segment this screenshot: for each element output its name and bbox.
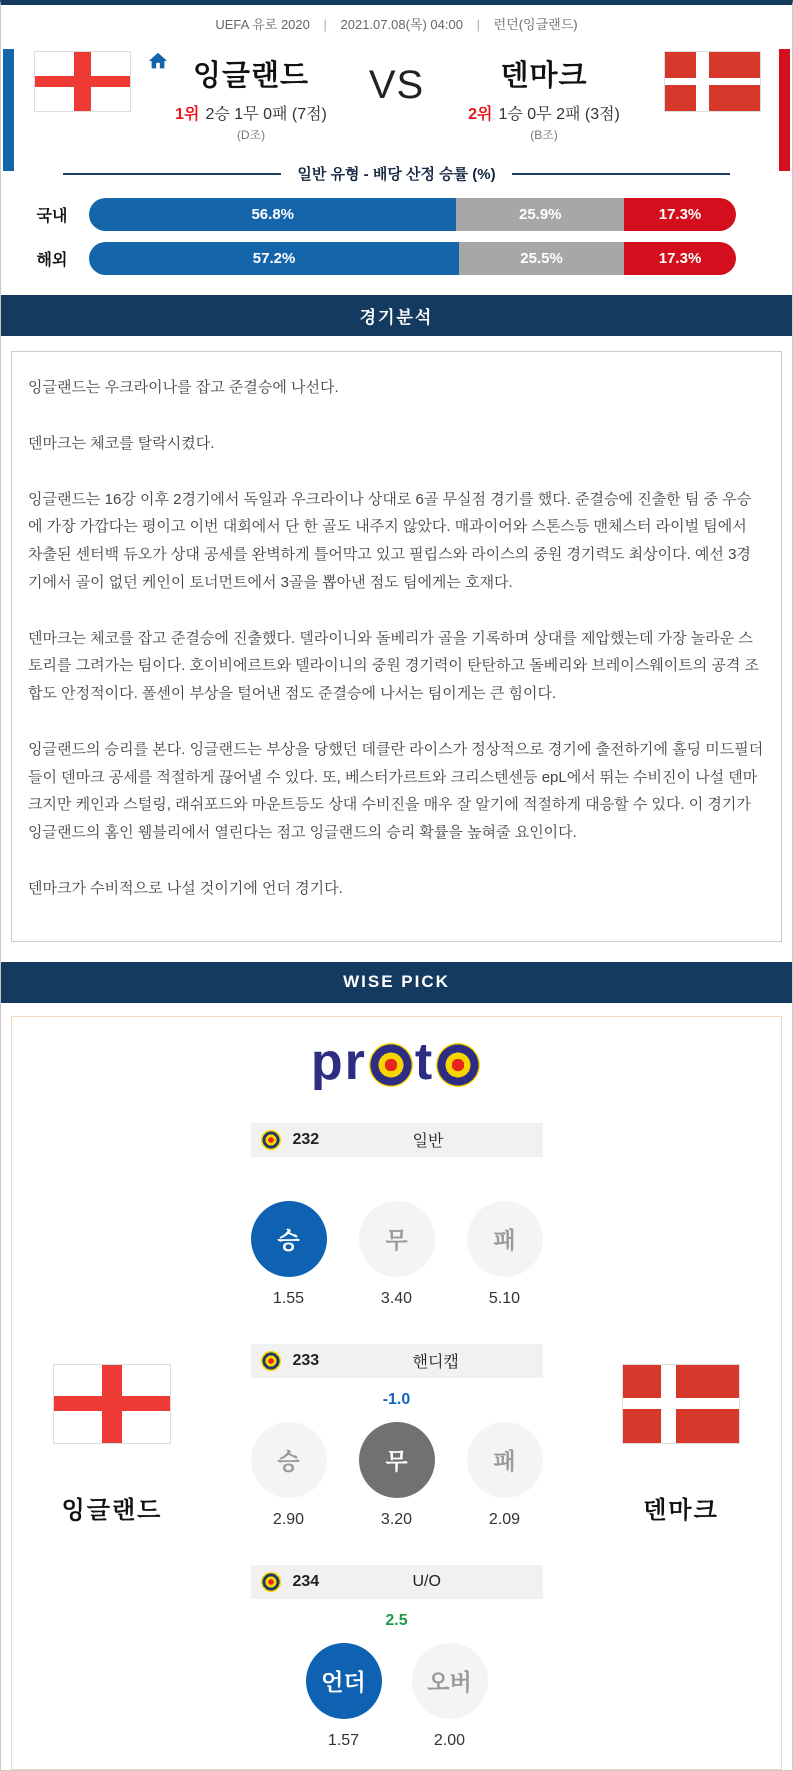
analysis-paragraph: 덴마크는 체코를 잡고 준결승에 진출했다. 델라이니와 돌베리가 골을 기록하며 상대를 제압했는데 가장 놀라운 스토리를 그려가는 팀이다. 호이비에르트와 델라이니의 중원 경기력이 탄탄하고 돌베리와 브레이스웨이트의 공격 조합도 안정적이다. 폴센이 부상을 털어낸 점도 준결승에 나서는 팀이게는 큰 힘이다. (28, 629, 760, 702)
option-circle-draw[interactable]: 무 (359, 1201, 435, 1277)
analysis-paragraph: 잉글랜드의 승리를 본다. 잉글랜드는 부상을 당했던 데클란 라이스가 정상적으로 경기에 출전하기에 홀딩 미드필더들이 덴마크 공세를 적절하게 끊어낼 수 있다. 또, 베스터가르트와 크리스텐센등 epL에서 뛰는 수비진이 나설 덴마크지만 케인과 스털링, 래쉬포드와 마운트등도 상대 수비진을 매우 잘 알기에 적절하게 대응할 수 있다. 이 경기가 잉글랜드의 홈인 웸블리에서 열린다는 점고 잉글랜드의 승리 확률을 높혀줄 요인이다. (28, 740, 764, 841)
handicap-line-value: -1.0 (382, 1390, 411, 1408)
win-rate-title: 일반 유형 - 배당 산정 승률 (%) (297, 166, 496, 183)
bullseye-icon (261, 1351, 281, 1371)
market-name: 핸디캡 (412, 1354, 459, 1371)
option-win (251, 1201, 327, 1308)
option-under (306, 1643, 382, 1750)
win-segment: 56.8% (89, 198, 456, 231)
option-lose (467, 1201, 543, 1308)
market-under-over (251, 1565, 543, 1750)
odds-value: 3.40 (380, 1289, 413, 1307)
option-circle-lose[interactable]: 패 (467, 1422, 543, 1498)
away-team-group: (B조) (530, 128, 558, 142)
uo-line-value: 2.5 (385, 1611, 408, 1629)
option-draw (359, 1201, 435, 1308)
proto-logo-letters: pr (310, 1032, 367, 1091)
market-number: 232 (292, 1130, 320, 1148)
wise-pick-box (11, 1016, 782, 1770)
market-number: 234 (292, 1572, 320, 1590)
market-handicap (251, 1344, 543, 1529)
market-options (251, 1201, 543, 1308)
option-circle-over[interactable]: 오버 (412, 1643, 488, 1719)
wise-pick-header: WISE PICK (1, 962, 792, 1003)
separator: | (323, 17, 327, 32)
market-head (251, 1565, 543, 1599)
option-circle-win[interactable]: 승 (251, 1201, 327, 1277)
home-team-name: 잉글랜드 (192, 60, 310, 92)
away-team-name: 덴마크 (643, 1496, 719, 1524)
odds-value: 2.00 (433, 1731, 466, 1749)
separator: | (476, 17, 480, 32)
target-icon (436, 1043, 480, 1087)
market-line (251, 1157, 543, 1201)
away-record-text: 1승 0무 2패 (3점) (498, 106, 620, 123)
analysis-header: 경기분석 (1, 295, 792, 336)
row-label: 해외 (36, 252, 68, 269)
denmark-flag (622, 1364, 740, 1444)
stacked-bar (89, 198, 736, 231)
away-team-block (439, 53, 649, 143)
draw-segment: 25.9% (456, 198, 624, 231)
draw-segment: 25.5% (459, 242, 624, 275)
analysis-paragraph: 덴마크는 체코를 탈락시켰다. (28, 434, 215, 452)
away-team-record (439, 101, 649, 124)
divider-line (63, 173, 281, 175)
proto-logo-letters: t (414, 1032, 435, 1091)
win-rate-row-overseas (1, 242, 792, 275)
away-team-rank: 2위 (468, 106, 493, 123)
option-lose (467, 1422, 543, 1529)
analysis-paragraph: 잉글랜드는 16강 이후 2경기에서 독일과 우크라이나 상대로 6골 무실점 경기를 했다. 준결승에 진출한 팀 중 우승에 가장 가깝다는 평이고 이번 대회에서 단 한 골도 내주지 않았다. 매과이어와 스톤스등 맨체스터 라이벌 팀에서 차출된 센터백 듀오가 상대 공세를 완벽하게 틀어막고 있고 필립스와 라이스의 중원 경기력도 최상이다. 예선 3경기에서 골이 없던 케인이 토너먼트에서 3골을 뽑아낸 점도 팀에게는 호재다. (28, 490, 752, 591)
option-circle-draw[interactable]: 무 (359, 1422, 435, 1498)
proto-logo (12, 1031, 781, 1093)
match-venue: 런던(잉글랜드) (493, 17, 578, 32)
home-team-name: 잉글랜드 (61, 1496, 163, 1524)
option-win (251, 1422, 327, 1529)
option-over (412, 1643, 488, 1750)
market-number: 233 (292, 1351, 320, 1369)
market-options (251, 1643, 543, 1750)
row-label: 국내 (36, 208, 68, 225)
wise-away-team (611, 1364, 751, 1525)
lose-segment: 17.3% (624, 198, 736, 231)
match-meta (1, 5, 792, 37)
market-name: U/O (412, 1572, 441, 1590)
market-head (251, 1123, 543, 1157)
odds-value: 5.10 (488, 1289, 521, 1307)
home-team-group: (D조) (236, 128, 266, 142)
option-circle-under[interactable]: 언더 (306, 1643, 382, 1719)
option-circle-win[interactable]: 승 (251, 1422, 327, 1498)
home-team-rank: 1위 (175, 106, 200, 123)
home-record-text: 2승 1무 0패 (7점) (205, 106, 327, 123)
bullseye-icon (261, 1572, 281, 1592)
league-name: UEFA 유로 2020 (215, 17, 310, 32)
away-team-name: 덴마크 (500, 60, 588, 92)
odds-value: 3.20 (380, 1510, 413, 1528)
divider-line (512, 173, 730, 175)
odds-value: 1.57 (327, 1731, 360, 1749)
target-icon (369, 1043, 413, 1087)
market-options (251, 1422, 543, 1529)
win-segment: 57.2% (89, 242, 459, 275)
lose-segment: 17.3% (624, 242, 736, 275)
win-rate-section (1, 163, 792, 275)
market-name: 일반 (412, 1133, 444, 1150)
odds-value: 2.09 (488, 1510, 521, 1528)
odds-value: 2.90 (272, 1510, 305, 1528)
odds-value: 1.55 (272, 1289, 305, 1307)
market-general (251, 1123, 543, 1308)
option-draw (359, 1422, 435, 1529)
win-rate-row-domestic (1, 198, 792, 231)
option-circle-lose[interactable]: 패 (467, 1201, 543, 1277)
market-head (251, 1344, 543, 1378)
wise-home-team (42, 1364, 182, 1525)
match-header (1, 37, 792, 153)
betting-markets (251, 1123, 543, 1750)
match-datetime: 2021.07.08(목) 04:00 (340, 17, 463, 32)
analysis-box (11, 351, 782, 942)
analysis-paragraph: 잉글랜드는 우크라이나를 잡고 준결승에 나선다. (28, 379, 339, 396)
england-flag (53, 1364, 171, 1444)
bullseye-icon (261, 1130, 281, 1150)
analysis-paragraph: 덴마크가 수비적으로 나설 것이기에 언더 경기다. (28, 879, 343, 897)
vs-label: VS (368, 63, 425, 107)
win-rate-title-row (1, 163, 792, 184)
stacked-bar (89, 242, 736, 275)
denmark-flag (664, 51, 761, 112)
